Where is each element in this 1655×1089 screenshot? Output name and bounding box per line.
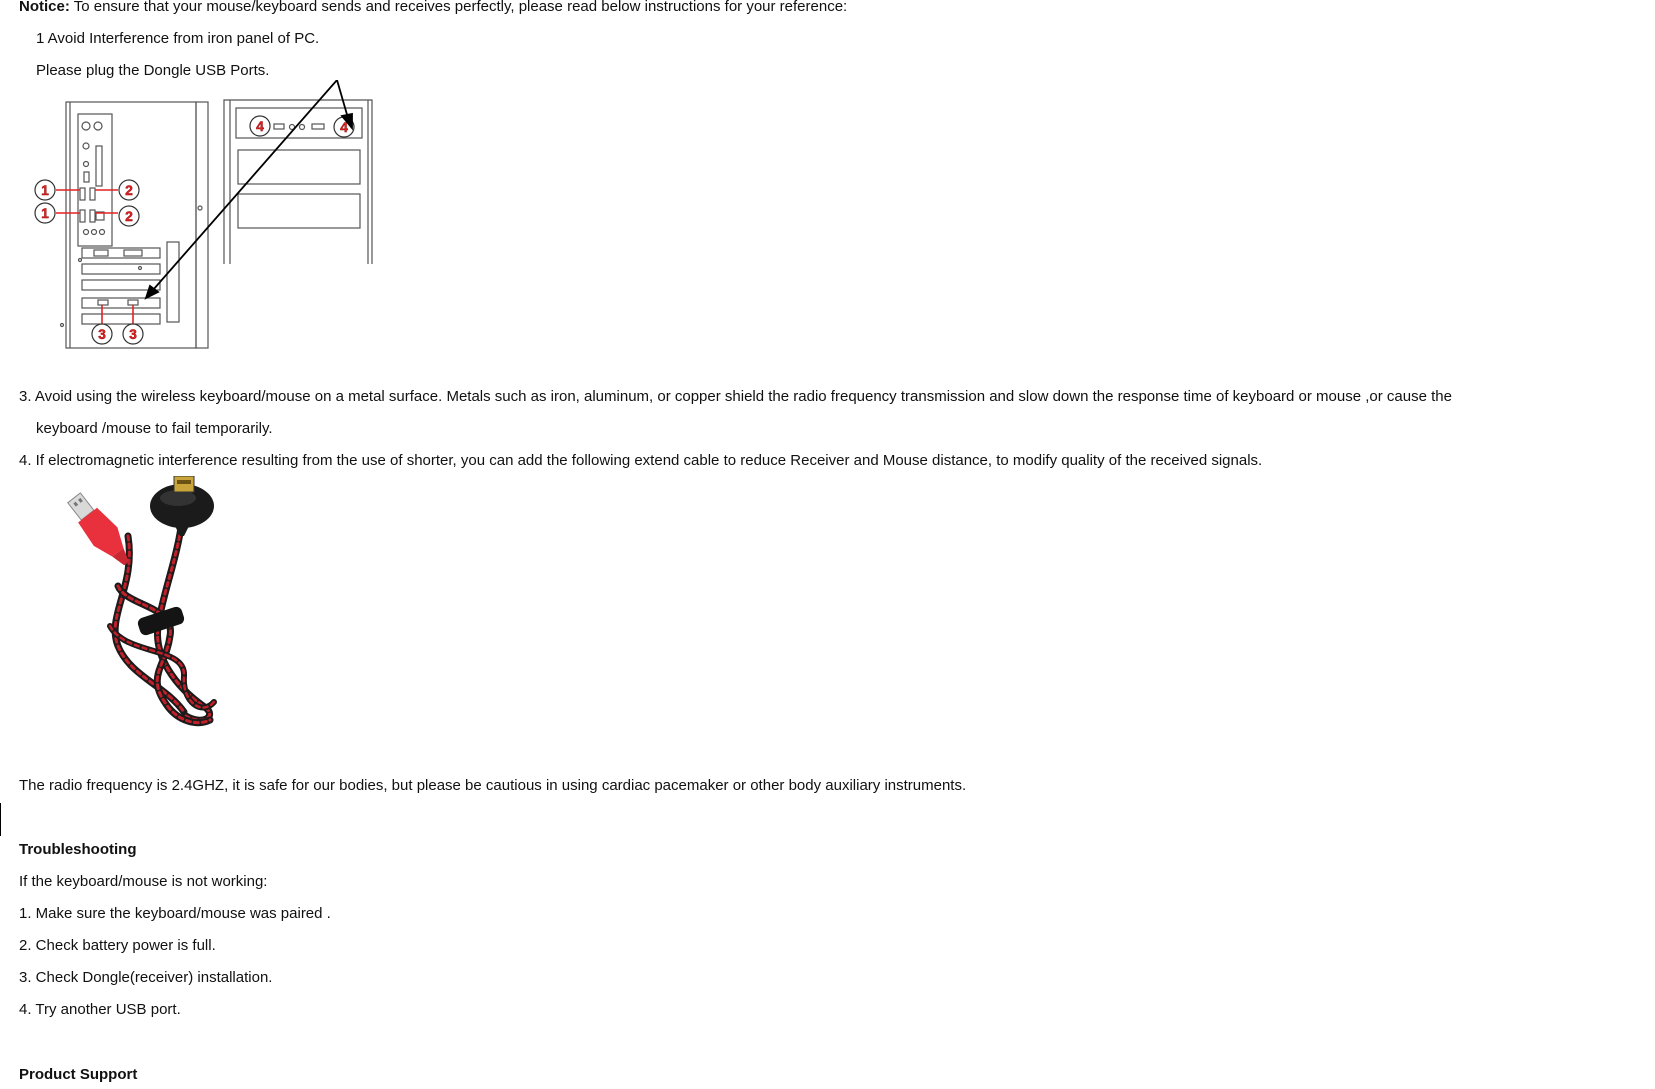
rear-usb-port-card-1 [98, 300, 108, 305]
arrow-to-front-port [337, 80, 348, 118]
troubleshooting-step-2: 2. Check battery power is full. [19, 937, 216, 954]
instruction-1-sub: Please plug the Dongle USB Ports. [36, 62, 270, 79]
marker-3-left [92, 324, 112, 344]
rear-usb-port-card-2 [128, 300, 138, 305]
svg-text:2: 2 [125, 182, 133, 198]
svg-text:1: 1 [41, 205, 49, 221]
expansion-slot-5 [82, 314, 160, 324]
notice-text: To ensure that your mouse/keyboard sends and receives perfectly, please read below instructions for your reference: [69, 0, 848, 15]
svg-text:3: 3 [129, 326, 137, 342]
rear-usb-port-upper-2 [90, 188, 95, 200]
marker-2-upper [119, 180, 139, 200]
rear-side-panel [196, 102, 208, 348]
marker-1-upper [35, 180, 55, 200]
svg-text:3: 3 [98, 326, 106, 342]
dongle-cradle [150, 476, 214, 536]
rear-panel-frame [78, 114, 112, 246]
rear-usb-port-lower-1 [80, 210, 85, 222]
svg-text:1: 1 [41, 182, 49, 198]
troubleshooting-step-4: 4. Try another USB port. [19, 1001, 181, 1018]
instruction-3-line-2: keyboard /mouse to fail temporarily. [36, 420, 273, 437]
troubleshooting-step-1: 1. Make sure the keyboard/mouse was paired . [19, 905, 331, 922]
notice-label: Notice: [19, 0, 70, 15]
notice-line [19, 0, 847, 16]
instruction-1: 1 Avoid Interference from iron panel of PC. [36, 30, 320, 47]
svg-text:2: 2 [125, 208, 133, 224]
rear-usb-port-lower-2 [90, 210, 95, 222]
marker-4-left [250, 116, 270, 136]
instruction-4: 4. If electromagnetic interference resulting from the use of shorter, you can add the following extend cable to reduce Receiver and Mouse distance, to modify quality of the received signals. [19, 452, 1263, 469]
front-drive-bay-1 [238, 150, 360, 184]
extension-cable-image [66, 476, 236, 738]
text-cursor [0, 803, 1, 836]
arrow-to-rear-port [153, 80, 337, 290]
instruction-3-line-1: 3. Avoid using the wireless keyboard/mouse on a metal surface. Metals such as iron, aluminum, or copper shield the radio frequency transmission and slow down the response time of keyboard or mouse ,or cause the [19, 388, 1452, 405]
troubleshooting-step-3: 3. Check Dongle(receiver) installation. [19, 969, 273, 986]
expansion-slot-4 [82, 298, 160, 308]
radio-frequency-note: The radio frequency is 2.4GHZ, it is safe for our bodies, but please be cautious in using cardiac pacemaker or other body auxiliary instruments. [19, 777, 967, 794]
front-drive-bay-2 [238, 194, 360, 228]
rear-usb-port-upper-1 [80, 188, 85, 200]
expansion-slot-2 [82, 264, 160, 274]
front-usb-port-1 [274, 124, 284, 129]
troubleshooting-intro: If the keyboard/mouse is not working: [19, 873, 268, 890]
product-support-heading: Product Support [19, 1066, 138, 1083]
front-usb-port-2 [312, 124, 324, 129]
svg-text:4: 4 [340, 119, 348, 135]
marker-1-lower [35, 203, 55, 223]
usb-plug [66, 488, 138, 573]
marker-3-right [123, 324, 143, 344]
svg-text:4: 4 [256, 118, 264, 134]
pc-usb-ports-diagram [30, 80, 400, 370]
marker-2-lower [119, 206, 139, 226]
troubleshooting-heading: Troubleshooting [19, 841, 137, 858]
